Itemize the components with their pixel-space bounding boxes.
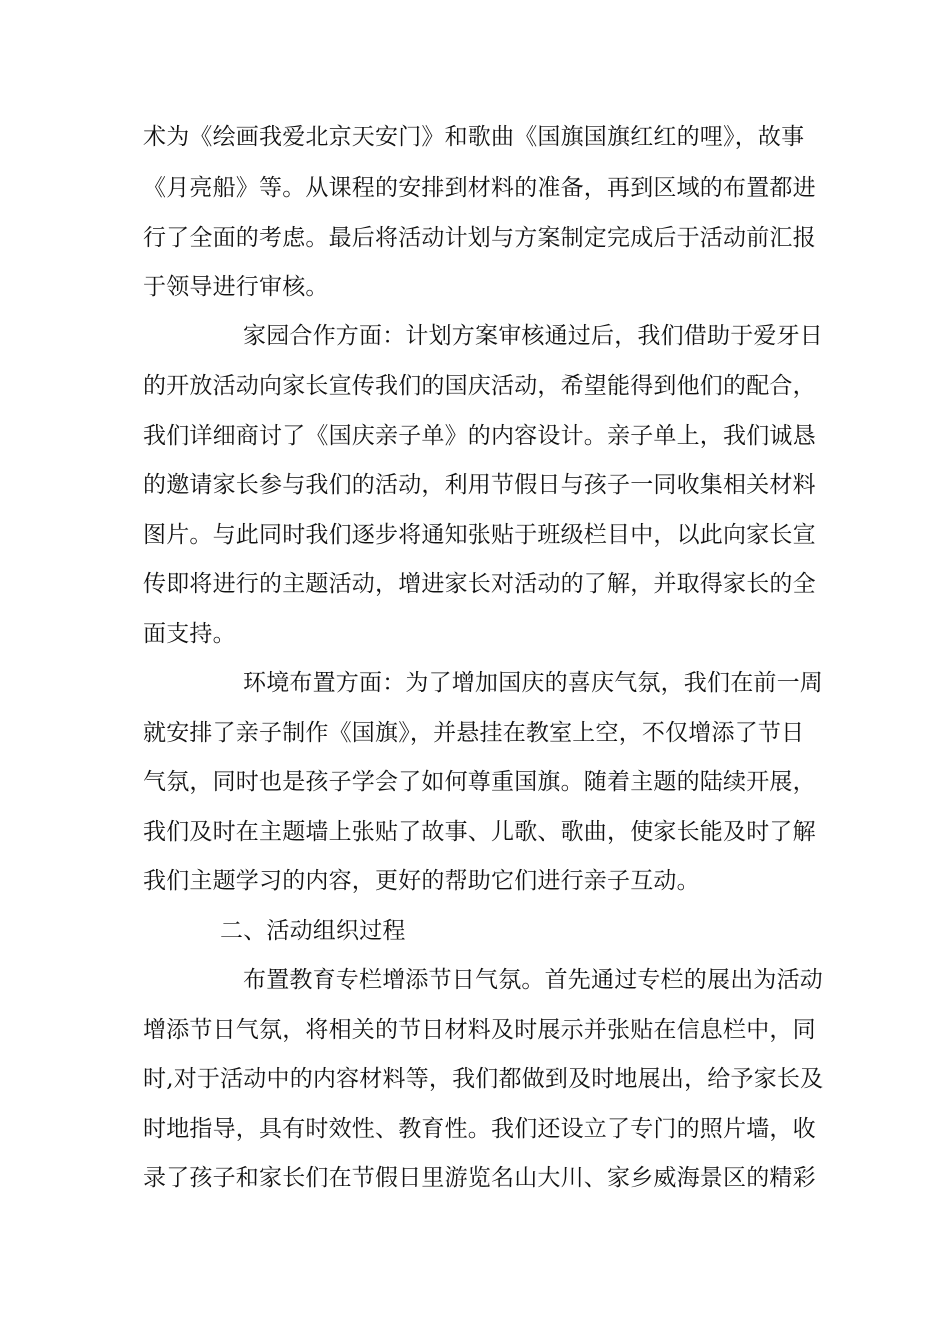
text-line: 我们主题学习的内容，更好的帮助它们进行亲子互动。: [143, 868, 700, 894]
paragraph-start-line: 家园合作方面：计划方案审核通过后，我们借助于爱牙日: [243, 323, 823, 349]
text-line: 气氛，同时也是孩子学会了如何尊重国旗。随着主题的陆续开展，: [143, 769, 816, 795]
text-line: 行了全面的考虑。最后将活动计划与方案制定完成后于活动前汇报: [143, 225, 816, 251]
text-line: 我们及时在主题墙上张贴了故事、儿歌、歌曲，使家长能及时了解: [143, 819, 816, 845]
text-line: 录了孩子和家长们在节假日里游览名山大川、家乡威海景区的精彩: [143, 1165, 816, 1191]
text-line: 传即将进行的主题活动，增进家长对活动的了解，并取得家长的全: [143, 571, 816, 597]
text-line: 面支持。: [143, 621, 236, 647]
text-line: 增添节日气氛，将相关的节日材料及时展示并张贴在信息栏中，同: [143, 1017, 816, 1043]
section-heading: 二、活动组织过程: [220, 918, 406, 944]
paragraph-start-line: 环境布置方面：为了增加国庆的喜庆气氛，我们在前一周: [243, 670, 823, 696]
text-line: 就安排了亲子制作《国旗》，并悬挂在教室上空，不仅增添了节日: [143, 720, 805, 746]
paragraph-start-line: 布置教育专栏增添节日气氛。首先通过专栏的展出为活动: [243, 967, 823, 993]
text-line: 时地指导，具有时效性、教育性。我们还设立了专门的照片墙，收: [143, 1116, 816, 1142]
text-line: 于领导进行审核。: [143, 274, 329, 300]
text-line: 图片。与此同时我们逐步将通知张贴于班级栏目中，以此向家长宣: [143, 522, 816, 548]
text-line: 我们详细商讨了《国庆亲子单》的内容设计。亲子单上，我们诚恳: [143, 423, 816, 449]
text-line: 的开放活动向家长宣传我们的国庆活动，希望能得到他们的配合，: [143, 373, 816, 399]
text-line: 《月亮船》等。从课程的安排到材料的准备，再到区域的布置都进: [143, 175, 816, 201]
text-line: 术为《绘画我爱北京天安门》和歌曲《国旗国旗红红的哩》，故事: [143, 124, 805, 150]
text-line: 的邀请家长参与我们的活动，利用节假日与孩子一同收集相关材料: [143, 472, 816, 498]
text-line: 时,对于活动中的内容材料等，我们都做到及时地展出，给予家长及: [143, 1066, 824, 1092]
